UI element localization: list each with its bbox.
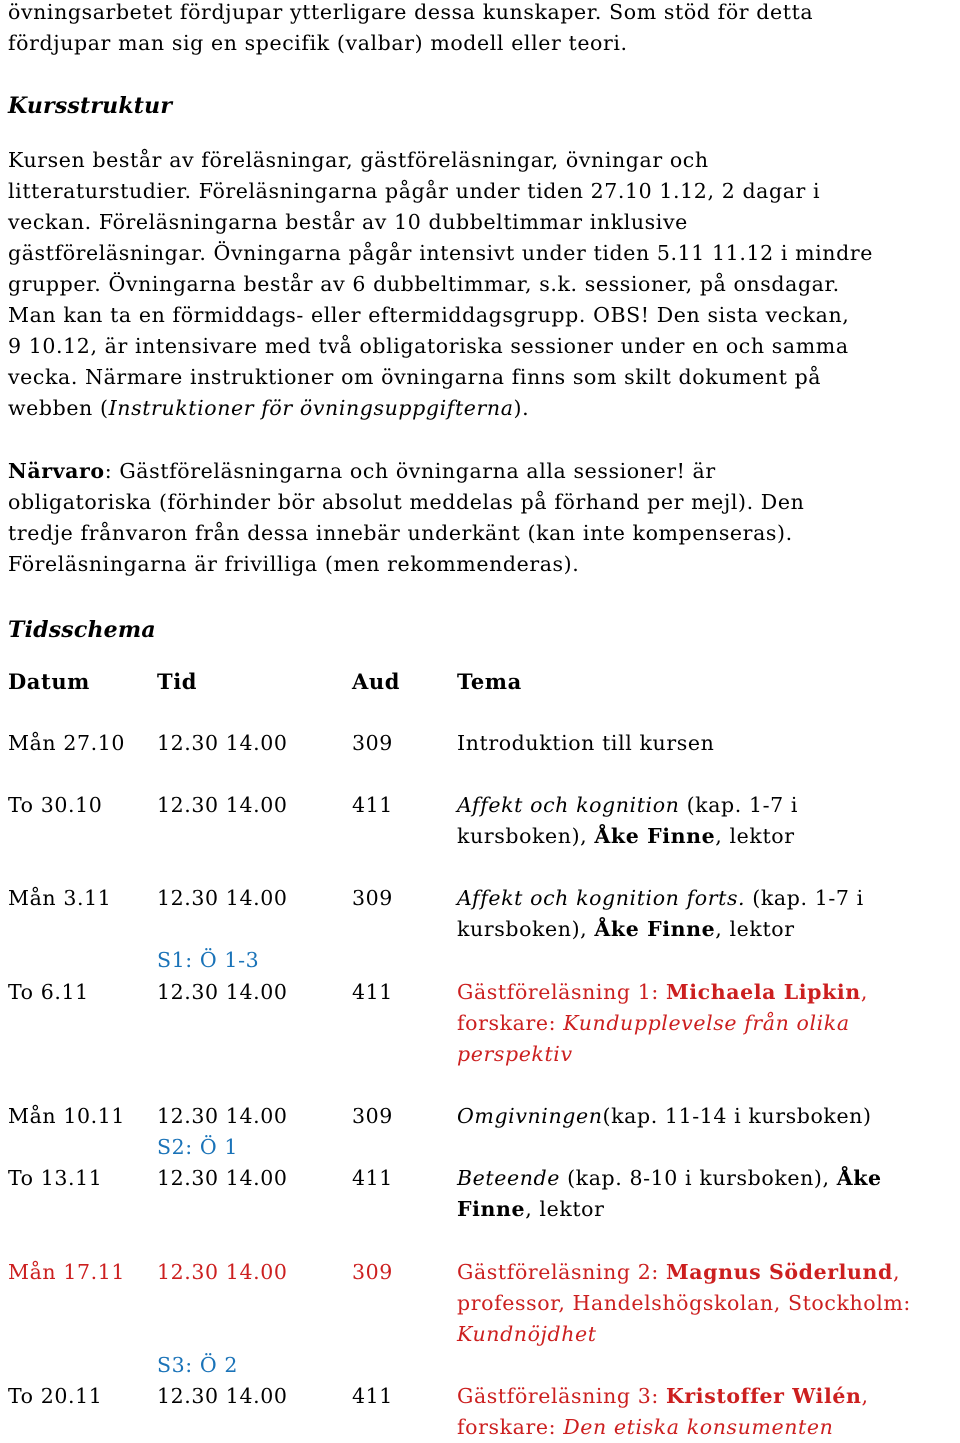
row-theme [457, 790, 798, 820]
theme-text: forskare: [457, 1415, 564, 1439]
header-tema: Tema [457, 669, 522, 694]
row-time: 12.30 14.00 [157, 1260, 288, 1284]
theme-text: , [861, 1384, 869, 1408]
row-room: 411 [352, 1166, 393, 1190]
kursstruktur-line-7: 9 10.12, är intensivare med två obligatoriska sessioner under en och samma [8, 334, 849, 358]
theme-title: Affekt och kognition [457, 793, 680, 817]
kursstruktur-line-2: litteraturstudier. Föreläsningarna pågår under tiden 27.10 1.12, 2 dagar i [8, 179, 821, 203]
row-date: To 20.11 [8, 1384, 103, 1408]
narvaro-line-2: obligatoriska (förhinder bör absolut meddelas på förhand per mejl). Den [8, 490, 805, 514]
row-room: 411 [352, 793, 393, 817]
row-time: 12.30 14.00 [157, 886, 288, 910]
session-label: S2: Ö 1 [157, 1135, 239, 1159]
kursstruktur-heading: Kursstruktur [8, 93, 173, 119]
lecturer-name: Åke Finne [594, 824, 716, 848]
theme-text: (kap. 8-10 i kursboken), [559, 1166, 837, 1190]
lecturer-name: Finne [457, 1197, 526, 1221]
theme-text: , lektor [715, 824, 795, 848]
row-date: Mån 17.11 [8, 1260, 126, 1284]
row-theme-cont [457, 1194, 605, 1224]
webben-close: ). [513, 396, 530, 420]
row-room: 309 [352, 731, 393, 755]
kursstruktur-line-3: veckan. Föreläsningarna består av 10 dubbeltimmar inklusive [8, 210, 688, 234]
kursstruktur-line-4: gästföreläsningar. Övningarna pågår intensivt under tiden 5.11 11.12 i mindre [8, 241, 873, 265]
theme-text: kursboken), [457, 824, 595, 848]
row-room: 411 [352, 980, 393, 1004]
row-theme [457, 1101, 872, 1131]
row-theme-cont: professor, Handelshögskolan, Stockholm: [457, 1291, 911, 1315]
guest-name: Michaela Lipkin [665, 980, 861, 1004]
row-theme-cont: perspektiv [457, 1042, 573, 1066]
lecturer-name: Åke Finne [594, 917, 716, 941]
row-theme-cont [457, 1008, 850, 1038]
row-date: To 13.11 [8, 1166, 103, 1190]
lecturer-name: Åke [836, 1166, 882, 1190]
header-aud: Aud [352, 669, 401, 694]
row-date: To 30.10 [8, 793, 103, 817]
narvaro-line-4: Föreläsningarna är frivilliga (men rekommenderas). [8, 552, 580, 576]
row-time: 12.30 14.00 [157, 793, 288, 817]
instruktioner-reference: Instruktioner för övningsuppgifterna [108, 396, 514, 420]
theme-title: Kundupplevelse från olika [563, 1011, 850, 1035]
row-time: 12.30 14.00 [157, 731, 288, 755]
row-time: 12.30 14.00 [157, 1166, 288, 1190]
row-date: Mån 10.11 [8, 1104, 126, 1128]
narvaro-line-3: tredje frånvaron från dessa innebär underkänt (kan inte kompenseras). [8, 521, 793, 545]
row-theme-cont [457, 821, 795, 851]
row-theme [457, 1257, 900, 1287]
theme-title: Affekt och kognition forts. [457, 886, 746, 910]
row-theme-cont [457, 1412, 833, 1442]
narvaro-label: Närvaro [8, 459, 105, 483]
theme-title: Omgivningen [457, 1104, 603, 1128]
theme-title: Den etiska konsumenten [563, 1415, 834, 1439]
theme-text: (kap. 1-7 i [679, 793, 799, 817]
theme-text: , [892, 1260, 901, 1284]
header-datum: Datum [8, 669, 91, 694]
row-theme-cont: Kundnöjdhet [457, 1322, 597, 1346]
intro-line-2: fördjupar man sig en specifik (valbar) modell eller teori. [8, 31, 628, 55]
intro-line-1: övningsarbetet fördjupar ytterligare dessa kunskaper. Som stöd för detta [8, 0, 814, 24]
row-room: 309 [352, 886, 393, 910]
theme-text: , lektor [715, 917, 795, 941]
row-time: 12.30 14.00 [157, 1384, 288, 1408]
theme-text: kursboken), [457, 917, 595, 941]
kursstruktur-line-5: grupper. Övningarna består av 6 dubbeltimmar, s.k. sessioner, på onsdagar. [8, 272, 840, 296]
theme-text: Gästföreläsning 2: [457, 1260, 666, 1284]
row-theme [457, 1381, 869, 1411]
row-theme [457, 1163, 882, 1193]
theme-text: , lektor [525, 1197, 605, 1221]
kursstruktur-line-8: vecka. Närmare instruktioner om övningarna finns som skilt dokument på [8, 365, 822, 389]
row-time: 12.30 14.00 [157, 980, 288, 1004]
theme-text: Gästföreläsning 1: [457, 980, 666, 1004]
kursstruktur-line-6: Man kan ta en förmiddags- eller eftermiddagsgrupp. OBS! Den sista veckan, [8, 303, 850, 327]
row-theme: Introduktion till kursen [457, 731, 715, 755]
row-date: To 6.11 [8, 980, 89, 1004]
guest-name: Magnus Söderlund [665, 1260, 893, 1284]
kursstruktur-line-1: Kursen består av föreläsningar, gästföreläsningar, övningar och [8, 148, 709, 172]
row-theme-cont [457, 914, 795, 944]
webben-text: webben ( [8, 396, 109, 420]
theme-text: Gästföreläsning 3: [457, 1384, 666, 1408]
tidsschema-heading: Tidsschema [8, 617, 156, 643]
row-room: 309 [352, 1260, 393, 1284]
theme-text: , [860, 980, 868, 1004]
theme-text: (kap. 11-14 i kursboken) [602, 1104, 872, 1128]
row-date: Mån 3.11 [8, 886, 112, 910]
narvaro-line-1 [8, 456, 716, 486]
narvaro-text: : Gästföreläsningarna och övningarna alla sessioner! är [104, 459, 716, 483]
theme-text: (kap. 1-7 i [745, 886, 864, 910]
session-label: S3: Ö 2 [157, 1353, 239, 1377]
kursstruktur-line-9 [8, 393, 529, 423]
row-room: 411 [352, 1384, 393, 1408]
row-theme [457, 883, 864, 913]
row-theme [457, 977, 868, 1007]
row-room: 309 [352, 1104, 393, 1128]
theme-title: Beteende [457, 1166, 560, 1190]
row-time: 12.30 14.00 [157, 1104, 288, 1128]
session-label: S1: Ö 1-3 [157, 948, 260, 972]
header-tid: Tid [157, 669, 198, 694]
guest-name: Kristoffer Wilén [665, 1384, 862, 1408]
row-date: Mån 27.10 [8, 731, 126, 755]
theme-text: forskare: [457, 1011, 564, 1035]
